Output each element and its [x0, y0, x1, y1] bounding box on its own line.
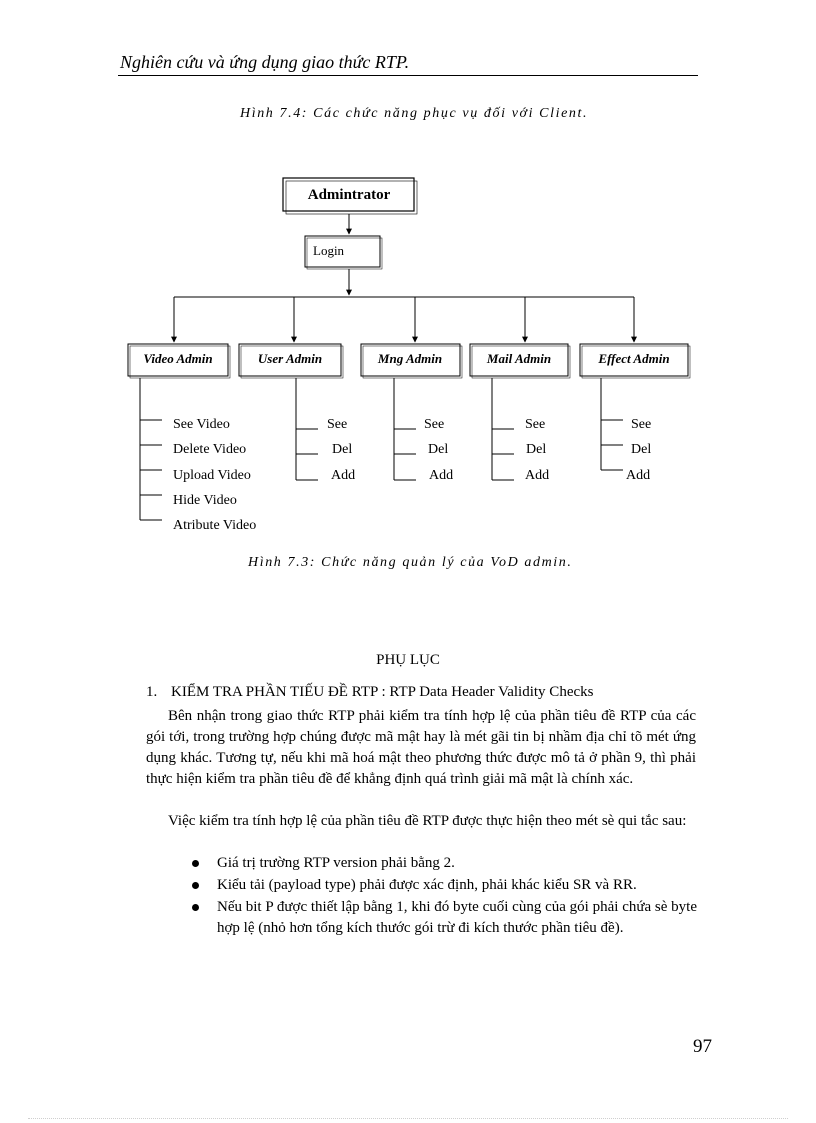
effect-admin-items	[601, 378, 651, 483]
mng-item-see: See	[424, 417, 445, 432]
video-admin-label: Video Admin	[143, 351, 213, 366]
mng-admin-items	[394, 378, 453, 483]
effect-item-add: Add	[626, 468, 651, 483]
figure-7-3-caption: Hình 7.3: Chức năng quản lý của VoD admin.	[248, 555, 573, 570]
mail-item-see: See	[525, 417, 546, 432]
mail-item-add: Add	[525, 468, 550, 483]
mail-admin-items	[492, 378, 549, 483]
page-bottom-border	[28, 1118, 788, 1119]
page-header-title: Nghiên cứu và ứng dụng giao thức RTP.	[120, 52, 410, 72]
list-item-text: Kiểu tải (payload type) phải được xác định, phải khác kiểu SR và RR.	[217, 877, 637, 893]
user-item-del: Del	[332, 442, 353, 457]
user-admin-label: User Admin	[257, 351, 323, 366]
mng-item-add: Add	[429, 468, 454, 483]
bullet-icon	[192, 904, 199, 911]
figure-7-4-caption: Hình 7.4: Các chức năng phục vụ đối với Client.	[240, 106, 589, 121]
paragraph-2: Việc kiểm tra tính hợp lệ của phần tiêu đề RTP được thực hiện theo mét sè qui tắc sau:	[168, 813, 687, 829]
list-item	[192, 897, 697, 939]
admintrator-node	[283, 178, 417, 214]
paragraph-1: Bên nhận trong giao thức RTP phải kiểm tra tính hợp lệ của phần tiêu đề RTP của các gói tới, trong trường hợp chúng được mã mật hay là mét gãi tin bị nhầm địa chỉ tõ mét ứng dụng khác. Tương tự, nếu khi mã hoá mật theo phương thức được mô tả ở phần 9, thì phải thực hiện kiểm tra phần tiêu đề để khẳng định quá trình giải mã mật là chính xác.	[146, 708, 696, 787]
user-item-add: Add	[331, 468, 356, 483]
mail-admin-node	[470, 344, 570, 378]
bullet-icon	[192, 882, 199, 889]
mng-item-del: Del	[428, 442, 449, 457]
video-admin-node	[128, 344, 230, 378]
page-number: 97	[693, 1036, 712, 1057]
user-admin-node	[239, 344, 343, 378]
appendix-title: PHỤ LỤC	[376, 652, 440, 668]
bullet-icon	[192, 860, 199, 867]
validity-rules-list	[192, 853, 697, 940]
item-see-video: See Video	[173, 417, 230, 432]
mail-admin-label: Mail Admin	[486, 351, 552, 366]
login-label: Login	[313, 243, 345, 258]
effect-admin-label: Effect Admin	[598, 351, 670, 366]
section-heading	[146, 684, 593, 701]
section-number: 1.	[146, 684, 158, 700]
mng-admin-node	[361, 344, 462, 378]
list-item-text: Giá trị trường RTP version phải bằng 2.	[217, 855, 455, 871]
item-atribute-video: Atribute Video	[173, 518, 257, 533]
mail-item-del: Del	[526, 442, 547, 457]
effect-item-see: See	[631, 417, 652, 432]
list-item	[192, 853, 697, 874]
item-delete-video: Delete Video	[173, 442, 247, 457]
effect-item-del: Del	[631, 442, 652, 457]
item-hide-video: Hide Video	[173, 493, 237, 508]
user-item-see: See	[327, 417, 348, 432]
section-heading-text: KIỂM TRA PHẦN TIẾU ĐỀ RTP : RTP Data Header Validity Checks	[171, 684, 594, 700]
list-item-text: Nếu bit P được thiết lập bằng 1, khi đó byte cuối cùng của gói phải chứa sè byte hợp lệ (nhỏ hơn tổng kích thước gói trừ đi kích thước phần tiêu đề).	[217, 899, 697, 936]
effect-admin-node	[580, 344, 690, 378]
mng-admin-label: Mng Admin	[377, 351, 443, 366]
login-node	[305, 236, 382, 269]
admintrator-label: Admintrator	[307, 187, 391, 203]
user-admin-items	[296, 378, 355, 483]
video-admin-items	[140, 378, 256, 533]
list-item	[192, 875, 697, 896]
item-upload-video: Upload Video	[173, 468, 251, 483]
